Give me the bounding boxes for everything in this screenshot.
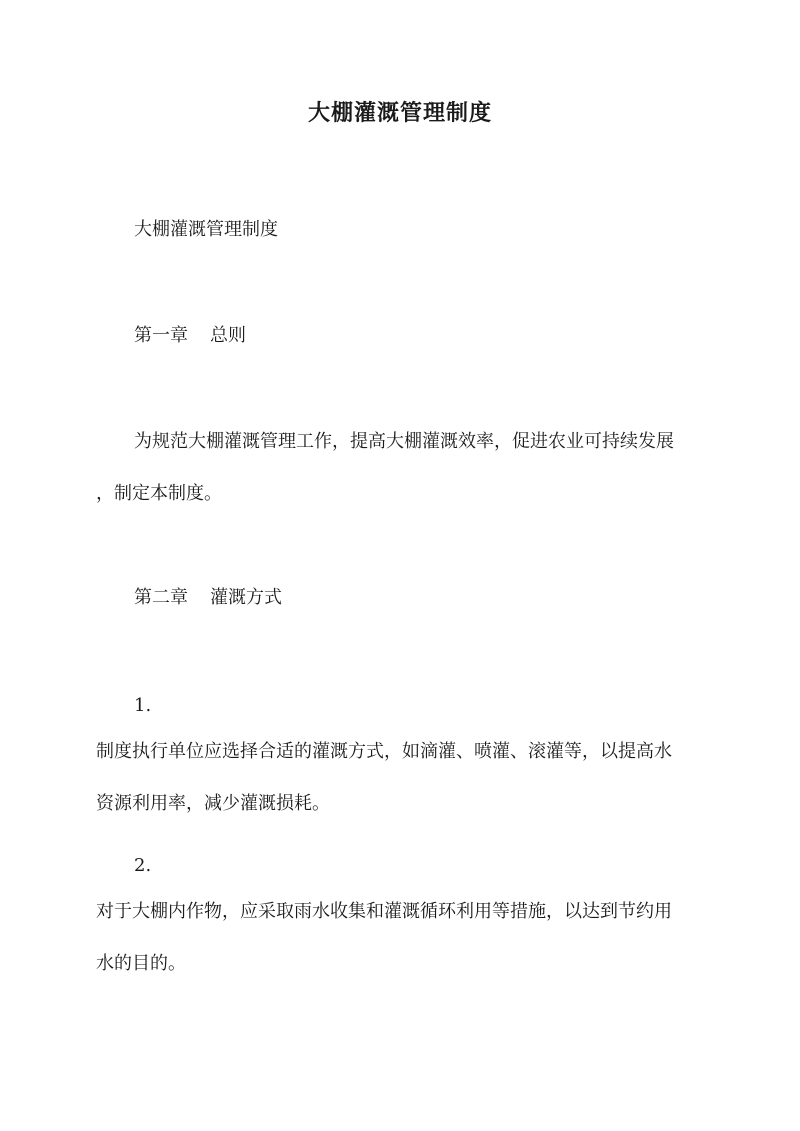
chapter-2-heading: [134, 584, 708, 612]
chapter-2-name: 灌溉方式: [210, 587, 282, 608]
chapter-1-number: 第一章: [134, 325, 188, 346]
paragraph-1-line-1: 为规范大棚灌溉管理工作，提高大棚灌溉效率，促进农业可持续发展: [134, 431, 674, 452]
paragraph-1-line-2: ，制定本制度。: [96, 483, 222, 504]
item-2-label: 2.: [134, 855, 152, 876]
chapter-1-heading: [134, 322, 708, 350]
item-1-line-1: 制度执行单位应选择合适的灌溉方式，如滴灌、喷灌、滚灌等，以提高水: [96, 741, 672, 762]
item-1-line-2: 资源利用率，减少灌溉损耗。: [96, 793, 330, 814]
document-subtitle: 大棚灌溉管理制度: [134, 219, 278, 240]
chapter-2-number: 第二章: [134, 587, 188, 608]
item-2-line-2: 水的目的。: [96, 953, 186, 974]
chapter-1-name: 总则: [210, 325, 246, 346]
item-1-label: 1.: [134, 695, 152, 716]
item-2-line-1: 对于大棚内作物，应采取雨水收集和灌溉循环利用等措施，以达到节约用: [96, 901, 672, 922]
document-title: 大棚灌溉管理制度: [307, 100, 492, 126]
